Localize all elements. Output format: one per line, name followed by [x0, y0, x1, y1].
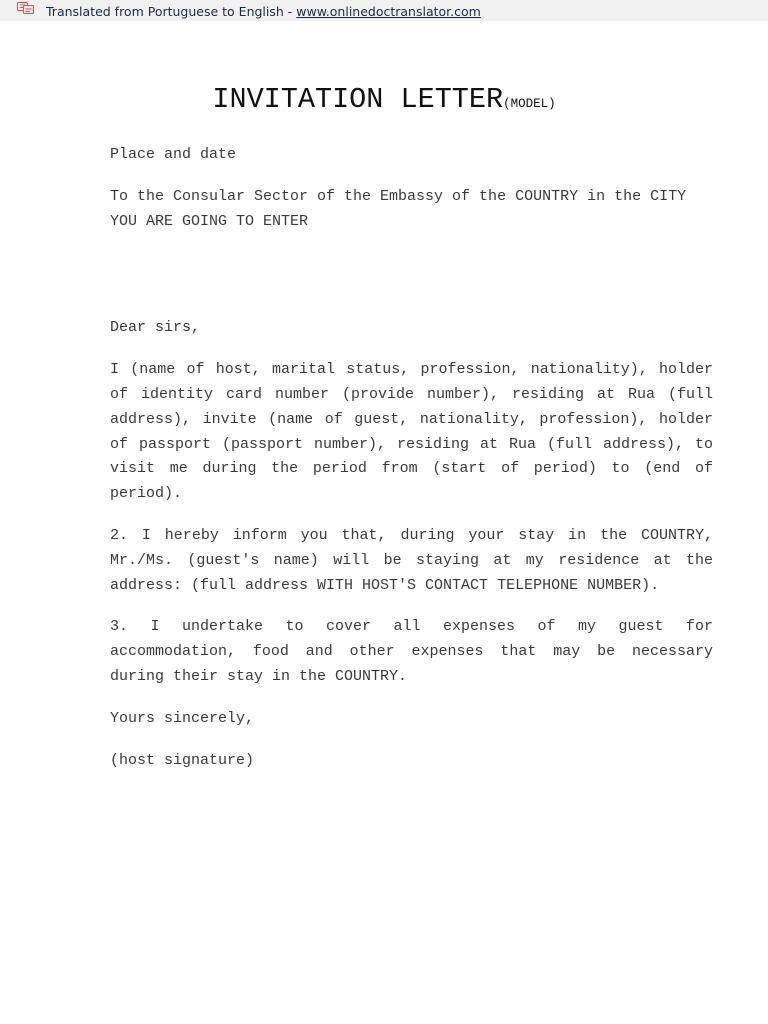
signature-placeholder: (host signature)	[110, 751, 255, 769]
translation-banner	[0, 0, 768, 21]
translator-logo-icon	[17, 2, 35, 15]
salutation: Dear sirs,	[110, 319, 201, 337]
letter-body	[110, 143, 713, 790]
title-model-suffix: (MODEL)	[503, 97, 556, 111]
title-main: INVITATION LETTER	[212, 83, 504, 116]
place-and-date: Place and date	[110, 146, 237, 163]
banner-text	[46, 4, 481, 19]
closing: Yours sincerely,	[110, 709, 255, 727]
recipient-line: To the Consular Sector of the Embassy of the COUNTRY in the CITY YOU ARE GOING TO ENTER	[110, 187, 687, 230]
banner-prefix: Translated from Portuguese to English -	[46, 4, 297, 19]
paragraph-2: 2. I hereby inform you that, during your stay in the COUNTRY, Mr./Ms. (guest's name) will be staying at my residence at the address: (full address WITH HOST'S CONTACT TELEPHONE NUMBER).	[110, 526, 713, 594]
letter-page	[0, 21, 768, 1024]
paragraph-3: 3. I undertake to cover all expenses of my guest for accommodation, food and other expenses that may be necessary during their stay in the COUNTRY.	[110, 618, 713, 685]
paragraph-1: I (name of host, marital status, profession, nationality), holder of identity card number (provide number), residing at Rua (full address), invite (name of guest, nationality, profession), holder of passport (passport number), residing at Rua (full address), to visit me during the period from (start of period) to (end of period).	[110, 361, 713, 503]
translator-link[interactable]: www.onlinedoctranslator.com	[296, 4, 481, 19]
letter-title	[0, 83, 768, 116]
spacer	[110, 251, 713, 316]
